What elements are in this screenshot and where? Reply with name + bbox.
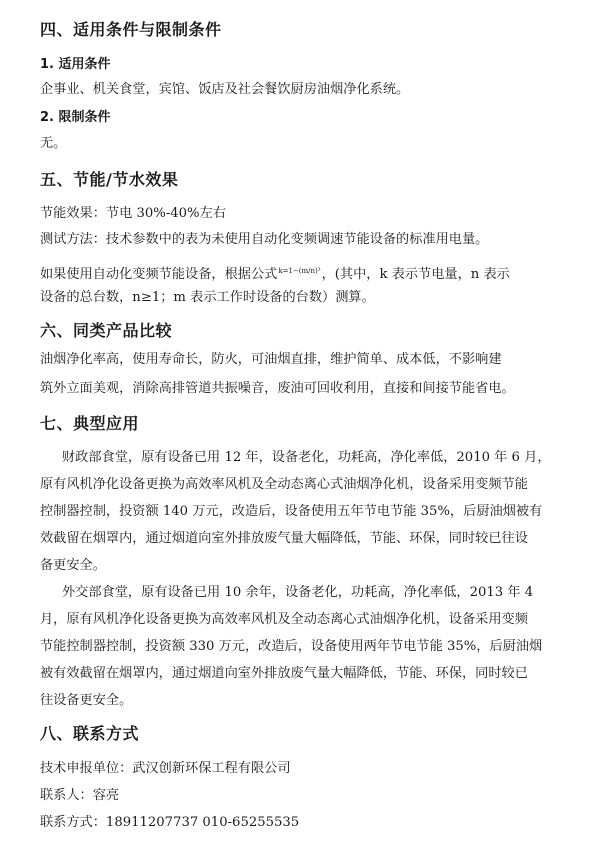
section-7-heading: 七、典型应用 xyxy=(40,414,140,433)
case-1-line-3: 控制器控制，投资额 140 万元，改造后，设备使用五年节电节能 35%，后厨油烟被有 xyxy=(40,504,543,519)
energy-saving-effect: 节能效果：节电 30%-40%左右 xyxy=(40,206,226,221)
formula-lead-text: 如果使用自动化变频节能设备，根据公式 xyxy=(40,267,278,282)
section-4-heading: 四、适用条件与限制条件 xyxy=(40,20,222,39)
section-5-heading: 五、节能/节水效果 xyxy=(40,170,179,189)
contact-person-text: 联系人：容亮 xyxy=(40,788,120,803)
formula-paragraph-line-1 xyxy=(40,262,568,284)
case-1-line-4: 效截留在烟罩内，通过烟道向室外排放废气量大幅降低，节能、环保，同时较已往设 xyxy=(40,531,528,546)
contact-phone-text: 联系方式：18911207737 010-65255535 xyxy=(40,815,300,830)
comparison-line-1: 油烟净化率高，使用寿命长，防火，可油烟直排，维护简单、成本低，不影响建 xyxy=(40,352,502,367)
case-2-line-1: 外交部食堂，原有设备已用 10 余年，设备老化，功耗高，净化率低，2013 年 4 xyxy=(62,585,534,600)
case-2-line-2: 月，原有风机净化设备更换为高效率风机及全动态离心式油烟净化机，设备采用变频 xyxy=(40,612,528,627)
formula-paragraph-line-2: 设备的总台数，n≥1；m 表示工作时设备的台数）测算。 xyxy=(40,290,375,305)
subsection-restriction-heading: 2. 限制条件 xyxy=(40,110,111,125)
applicant-unit-text: 技术申报单位：武汉创新环保工程有限公司 xyxy=(40,761,291,776)
case-1-line-5: 备更安全。 xyxy=(40,558,106,573)
case-1-line-1: 财政部食堂，原有设备已用 12 年，设备老化，功耗高，净化率低，2010 年 6 月， xyxy=(62,450,551,465)
case-2-line-3: 节能控制器控制，投资额 330 万元，改造后，设备使用两年节电节能 35%，后厨油烟 xyxy=(40,639,543,654)
case-2-line-5: 往设备更安全。 xyxy=(40,693,133,708)
restriction-conditions-text: 无。 xyxy=(40,136,67,151)
comparison-line-2: 筑外立面美观，消除高排管道共振噪音，废油可回收利用，直接和间接节能省电。 xyxy=(40,381,515,396)
formula-expression: k=1−(m/n)³ xyxy=(278,267,321,275)
test-method-text: 测试方法：技术参数中的表为未使用自动化变频调速节能设备的标准用电量。 xyxy=(40,232,489,247)
applicable-conditions-text: 企事业、机关食堂，宾馆、饭店及社会餐饮厨房油烟净化系统。 xyxy=(40,82,410,97)
case-2-line-4: 被有效截留在烟罩内，通过烟道向室外排放废气量大幅降低，节能、环保，同时较已 xyxy=(40,666,528,681)
subsection-applicable-heading: 1. 适用条件 xyxy=(40,57,111,72)
case-1-line-2: 原有风机净化设备更换为高效率风机及全动态离心式油烟净化机，设备采用变频节能 xyxy=(40,477,528,492)
formula-tail-text: ，(其中，k 表示节电量，n 表示 xyxy=(321,267,510,282)
section-6-heading: 六、同类产品比较 xyxy=(40,321,173,340)
section-8-heading: 八、联系方式 xyxy=(40,724,140,743)
